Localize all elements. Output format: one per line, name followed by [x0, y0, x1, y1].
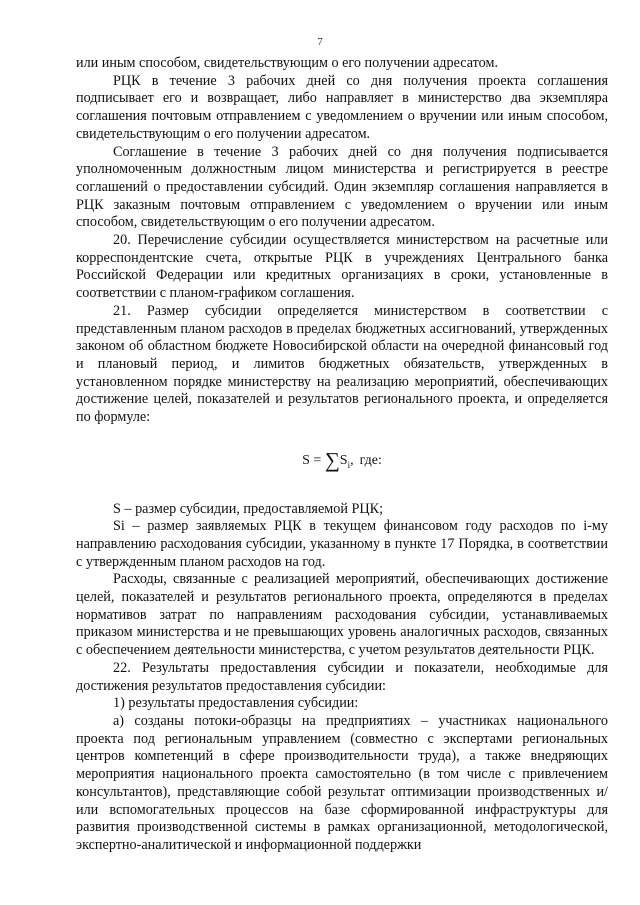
paragraph: 20. Перечисление субсидии осуществляется министерством на расчетные или корреспондентские счета, открытые РЦК в учреждениях Центрального банка Российской Федерации или кредитных организациях в сроки, установленные в соответствии с планом-графиком соглашения.: [76, 232, 608, 302]
paragraph: 1) результаты предоставления субсидии:: [113, 695, 359, 712]
formula-where: где:: [359, 452, 382, 468]
paragraph: 21. Размер субсидии определяется министерством в соответствии с представленным планом расходов в пределах бюджетных ассигнований, утвержденных законом об областном бюджете Новосибирской области на очередной финансовый год и плановый период, и лимитов бюджетных обязательств, утвержденных в установленном порядке министерству на реализацию мероприятий, обеспечивающих достижение целей, показателей и результатов регионального проекта, и определяется по формуле:: [76, 302, 608, 426]
paragraph: Расходы, связанные с реализацией мероприятий, обеспечивающих достижение целей, показателей и результатов регионального проекта, определяются в пределах нормативов затрат по направлениям расходования субсидии, устанавливаемых приказом министерства и не превышающих уровень аналогичных расходов, связанных с обеспечением деятельности министерства, с учетом результатов деятельности РЦК.: [76, 571, 608, 659]
formula-subscript: i: [347, 459, 351, 470]
formula-separator: ,: [350, 452, 354, 468]
paragraph: 22. Результаты предоставления субсидии и показатели, необходимые для достижения результатов предоставления субсидии:: [76, 659, 608, 694]
formula-term: S: [339, 452, 348, 468]
paragraph: Si – размер заявляемых РЦК в текущем финансовом году расходов по i-му направлению расходования субсидии, указанному в пункте 17 Порядка, в соответствии с утвержденным планом расходов на год.: [76, 518, 608, 570]
document-body: [76, 55, 608, 855]
paragraph: РЦК в течение 3 рабочих дней со дня получения проекта соглашения подписывает его и возвращает, либо направляет в министерство два экземпляра соглашения почтовым отправлением с уведомлением о вручении или иным способом, свидетельствующим о его получении адресатом.: [76, 72, 608, 142]
page-number: 7: [317, 36, 323, 48]
formula-lhs: S: [302, 452, 310, 468]
formula-equals: =: [309, 452, 325, 468]
sum-sign: ∑: [324, 447, 340, 472]
subsidy-formula: [76, 449, 608, 476]
paragraph: Соглашение в течение 3 рабочих дней со дня получения подписывается уполномоченным должностным лицом министерства и регистрируется в реестре соглашений о предоставлении субсидий. Один экземпляр соглашения направляется в РЦК заказным почтовым отправлением с уведомлением о вручении или иным способом, свидетельствующим о его получении адресатом.: [76, 143, 608, 231]
paragraph: или иным способом, свидетельствующим о его получении адресатом.: [76, 55, 498, 71]
paragraph: а) созданы потоки-образцы на предприятиях – участниках национального проекта под региональным управлением (совместно с экспертами региональных центров компетенций в сфере производительности труда), а также внедряющих мероприятия национального проекта самостоятельно (в том числе с привлечением консультантов), представляющие собой результат оптимизации производственных и/или вспомогательных процессов на базе сформированной инфраструктуры для развития производственной системы в рамках организационной, методологической, экспертно-аналитической и информационной поддержки: [76, 713, 608, 853]
paragraph: S – размер субсидии, предоставляемой РЦК;: [113, 500, 384, 517]
